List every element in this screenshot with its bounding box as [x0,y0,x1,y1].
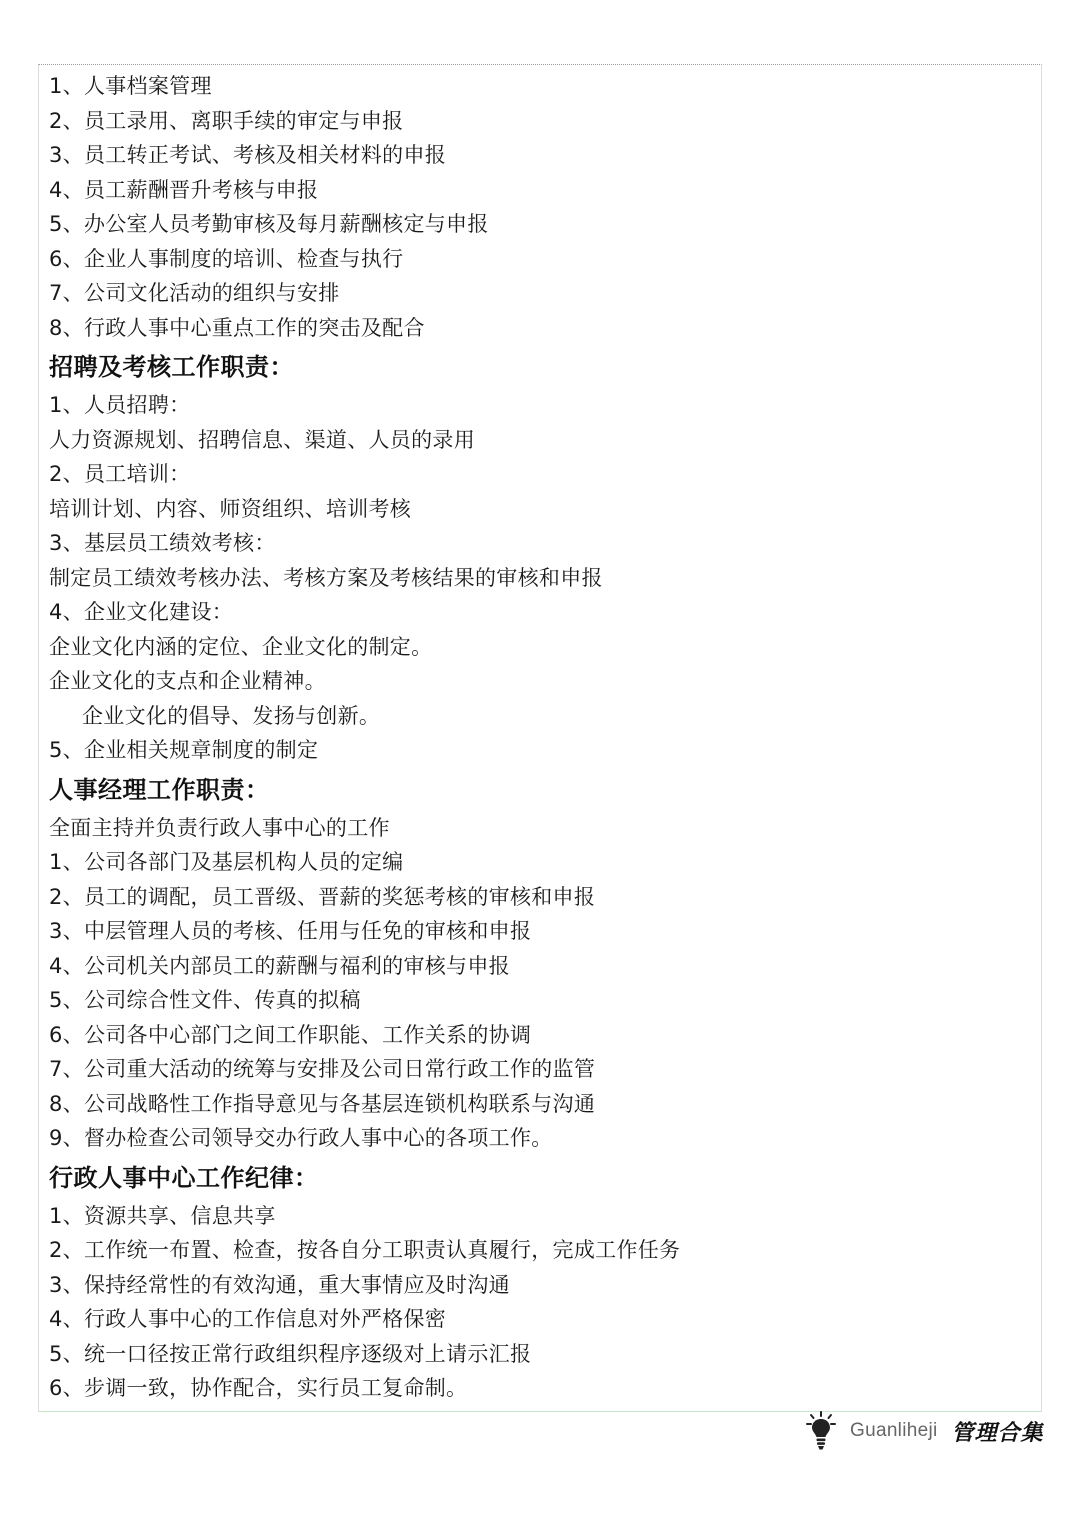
section-heading-recruitment: 招聘及考核工作职责： [49,353,294,381]
section-heading-work-discipline: 行政人事中心工作纪律： [49,1163,319,1192]
list-item: 6、企业人事制度的培训、检查与执行 [49,246,404,271]
list-item: 1、人员招聘： [49,393,191,417]
list-item: 7、公司重大活动的统筹与安排及公司日常行政工作的监管 [49,1057,596,1081]
list-item: 5、统一口径按正常行政组织程序逐级对上请示汇报 [49,1341,532,1366]
list-item: 企业文化的支点和企业精神。 [49,669,326,693]
list-item: 1、人事档案管理 [49,74,212,98]
list-item: 企业文化内涵的定位、企业文化的制定。 [49,634,433,659]
list-item: 5、公司综合性文件、传真的拟稿 [49,988,361,1012]
list-item: 3、保持经常性的有效沟通，重大事情应及时沟通 [49,1272,510,1297]
list-item: 2、员工培训： [49,462,191,486]
section-hr-manager [49,768,1029,1156]
section-recruitment [49,345,1029,768]
brand-chinese-name: 管理合集 [951,1419,1044,1446]
list-item: 3、中层管理人员的考核、任用与任免的审核和申报 [49,919,532,943]
list-item: 2、员工录用、离职手续的审定与申报 [49,108,404,133]
list-item: 2、员工的调配，员工晋级、晋薪的奖惩考核的审核和申报 [49,884,596,909]
section-heading-hr-manager: 人事经理工作职责： [49,775,270,804]
list-item: 1、资源共享、信息共享 [49,1203,276,1228]
lightbulb-icon [806,1411,836,1451]
list-item: 5、办公室人员考勤审核及每月薪酬核定与申报 [49,212,489,236]
section-work-discipline [49,1156,1029,1406]
list-item: 4、员工薪酬晋升考核与申报 [49,177,319,202]
list-item: 7、公司文化活动的组织与安排 [49,281,340,305]
list-item: 8、行政人事中心重点工作的突击及配合 [49,315,425,340]
document-body [49,69,1029,1406]
list-item: 1、公司各部门及基层机构人员的定编 [49,850,404,874]
list-item: 8、公司战略性工作指导意见与各基层连锁机构联系与沟通 [49,1091,596,1116]
list-item: 4、公司机关内部员工的薪酬与福利的审核与申报 [49,953,510,978]
list-item: 2、工作统一布置、检查，按各自分工职责认真履行，完成工作任务 [49,1238,681,1262]
list-item: 3、基层员工绩效考核： [49,531,276,555]
list-item: 4、企业文化建设： [49,600,234,624]
brand-latin-name: Guanliheji [850,1420,938,1441]
list-item: 6、步调一致，协作配合，实行员工复命制。 [49,1376,468,1400]
list-item: 全面主持并负责行政人事中心的工作 [49,815,390,840]
list-item: 企业文化的倡导、发扬与创新。 [82,703,381,728]
list-item: 5、企业相关规章制度的制定 [49,738,319,762]
list-item: 人力资源规划、招聘信息、渠道、人员的录用 [49,427,475,452]
list-item: 制定员工绩效考核办法、考核方案及考核结果的审核和申报 [49,565,603,590]
list-item: 4、行政人事中心的工作信息对外严格保密 [49,1307,447,1331]
list-item: 培训计划、内容、师资组织、培训考核 [49,496,412,521]
footer-brand [806,1408,1044,1454]
list-item: 6、公司各中心部门之间工作职能、工作关系的协调 [49,1022,532,1047]
list-item: 9、督办检查公司领导交办行政人事中心的各项工作。 [49,1126,553,1150]
list-item: 3、员工转正考试、考核及相关材料的申报 [49,143,447,167]
section-hr-duties-list [49,69,1029,345]
